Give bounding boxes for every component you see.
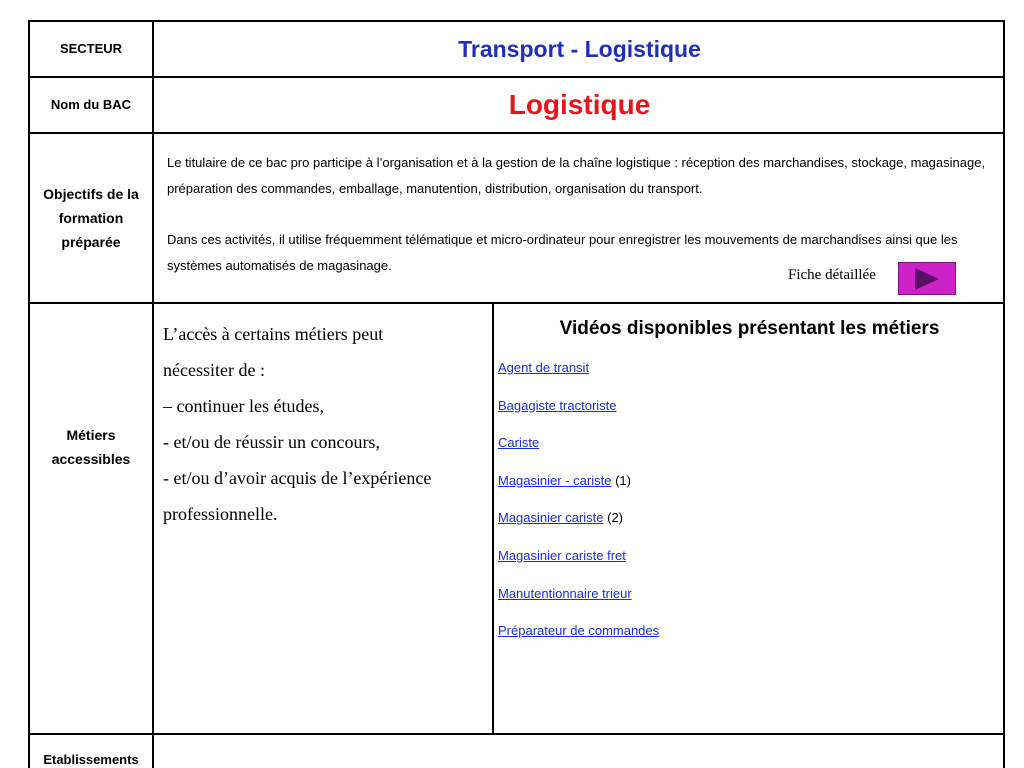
video-note: (2): [607, 510, 624, 526]
objectifs-paragraph-2: Dans ces activités, il utilise fréquemment télématique et micro-ordinateur pour enregistrer les mouvements de marchandises ainsi que les systèmes automatisés de magasinage.: [167, 232, 958, 273]
access-line: - et/ou d’avoir acquis de l’expérience: [163, 468, 432, 488]
metiers-label-line: Métiers: [66, 427, 116, 443]
fiche-detaillee-button[interactable]: [898, 262, 956, 295]
access-line: nécessiter de :: [163, 360, 265, 380]
objectifs-label-line: formation: [58, 210, 124, 226]
table-divider-3: [28, 302, 1005, 304]
table-border-right: [1003, 20, 1005, 768]
video-item: [498, 357, 998, 395]
objectifs-paragraph-1: Le titulaire de ce bac pro participe à l’organisation et à la gestion de la chaîne logistique : réception des marchandises, stockage, magasinage, préparation des commandes, emballage, manutention, distribution, organisation du transport.: [167, 155, 986, 196]
secteur-value: Transport - Logistique: [458, 35, 701, 62]
video-item: [498, 432, 998, 470]
access-line: - et/ou de réussir un concours,: [163, 432, 380, 452]
table-label-divider: [152, 20, 154, 768]
video-link-cariste[interactable]: Cariste: [498, 435, 540, 451]
video-link-agent-de-transit[interactable]: Agent de transit: [498, 360, 590, 375]
video-item: [498, 395, 998, 433]
table-divider-4: [28, 733, 1005, 735]
video-item: [498, 583, 998, 621]
objectifs-label-line: Objectifs de la: [43, 186, 139, 202]
bac-value: Logistique: [508, 89, 651, 120]
access-line: professionnelle.: [163, 504, 278, 524]
table-divider-2: [28, 132, 1005, 134]
objectifs-label-line: préparée: [61, 234, 121, 250]
metiers-label-line: accessibles: [51, 451, 131, 467]
video-link-bagagiste-tractoriste[interactable]: Bagagiste tractoriste: [498, 397, 617, 413]
secteur-label: SECTEUR: [59, 41, 123, 56]
etablissements-label: Etablissements: [43, 752, 139, 767]
objectifs-text: [167, 150, 992, 279]
video-note: (1): [615, 472, 631, 488]
video-list: [498, 357, 998, 658]
video-link-preparateur-de-commandes[interactable]: Préparateur de commandes: [498, 623, 660, 639]
video-link-manutentionnaire-trieur[interactable]: Manutentionnaire trieur: [498, 585, 632, 601]
bac-label: Nom du BAC: [50, 97, 132, 112]
metiers-label: [30, 304, 152, 590]
video-item: [498, 545, 998, 583]
metiers-access-text: [163, 316, 483, 532]
video-item: [498, 507, 998, 545]
video-item: [498, 620, 998, 658]
access-line: – continuer les études,: [163, 396, 324, 416]
access-line: L’accès à certains métiers peut: [163, 324, 384, 344]
video-item: [498, 470, 998, 508]
objectifs-label: [30, 134, 152, 302]
metiers-column-divider: [492, 302, 494, 735]
videos-title: Vidéos disponibles présentant les métiers: [559, 318, 940, 339]
video-link-magasinier-cariste-2[interactable]: Magasinier cariste: [498, 510, 604, 526]
video-link-magasinier-cariste-fret[interactable]: Magasinier cariste fret: [498, 547, 626, 563]
fiche-detaillee-label: Fiche détaillée: [788, 267, 876, 283]
play-icon: [915, 268, 939, 290]
video-link-magasinier-cariste-1[interactable]: Magasinier - cariste: [498, 472, 612, 488]
